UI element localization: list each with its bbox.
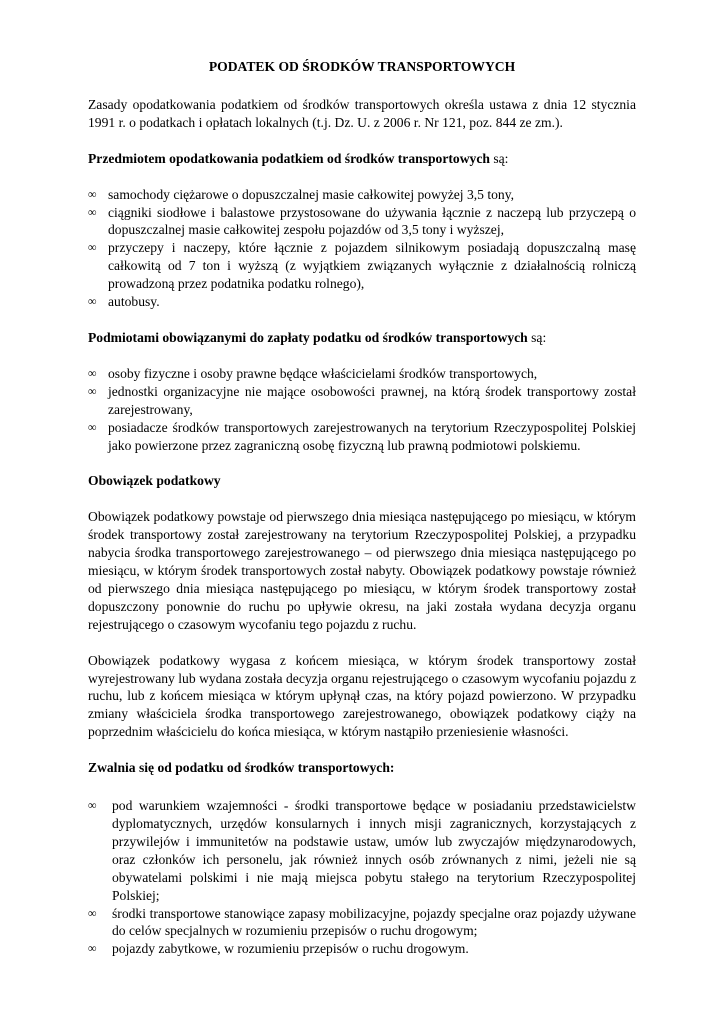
list-item	[88, 905, 636, 941]
obliged-heading-bold: Podmiotami obowiązanymi do zapłaty podatku od środków transportowych	[88, 329, 528, 345]
obliged-heading	[88, 329, 636, 347]
subject-heading-bold: Przedmiotem opodatkowania podatkiem od środków transportowych	[88, 150, 490, 166]
exempt-heading-text: Zwalnia się od podatku od środków transportowych:	[88, 760, 395, 776]
obligation-heading-text: Obowiązek podatkowy	[88, 473, 221, 489]
bullet-infinity-icon: ∞	[88, 204, 97, 219]
bullet-infinity-icon: ∞	[88, 365, 97, 380]
list-item-text: środki transportowe stanowiące zapasy mobilizacyjne, pojazdy specjalne oraz pojazdy używane do celów specjalnych w rozumieniu przepisów o ruchu drogowym;	[112, 905, 636, 939]
obliged-heading-rest: są:	[527, 329, 547, 345]
list-item-text: pod warunkiem wzajemności - środki transportowe będące w posiadaniu przedstawicielstw dyplomatycznych, urzędów konsularnych i innych misji zagranicznych, korzystających z przywilejów i immunitetów na podstawie ustaw, umów lub zwyczajów międzynarodowych, oraz członków ich personelu, jak również innych osób zrównanych z nimi, jeżeli nie są obywatelami polskimi i nie mają miejsca pobytu stałego na terytorium Rzeczypospolitej Polskiej;	[112, 798, 636, 903]
list-item-text: samochody ciężarowe o dopuszczalnej masie całkowitej powyżej 3,5 tony,	[108, 186, 515, 202]
list-item	[88, 186, 636, 204]
bullet-infinity-icon: ∞	[88, 240, 97, 255]
subject-list	[88, 186, 636, 311]
exempt-heading	[88, 759, 636, 777]
list-item	[88, 293, 636, 311]
bullet-infinity-icon: ∞	[88, 186, 97, 201]
list-item	[88, 383, 636, 419]
list-item-text: posiadacze środków transportowych zarejestrowanych na terytorium Rzeczypospolitej Polskiej jako powierzone przez zagraniczną osobę fizyczną lub prawną podmiotowi polskiemu.	[108, 419, 636, 453]
bullet-infinity-icon: ∞	[88, 798, 97, 813]
obligation-paragraph-2: Obowiązek podatkowy wygasa z końcem miesiąca, w którym środek transportowy został wyrejestrowany lub wydana została decyzja organu rejestrującego o czasowym wycofaniu pojazdu z ruchu, lub z końcem miesiąca w którym upłynął czas, na który pojazd powierzono. W przypadku zmiany właściciela środka transportowego zarejestrowanego, obowiązek podatkowy ciąży na poprzednim właścicielu do końca miesiąca, w którym nastąpiło przeniesienie własności.	[88, 652, 636, 740]
list-item-text: pojazdy zabytkowe, w rozumieniu przepisów o ruchu drogowym.	[112, 941, 469, 957]
list-item	[88, 940, 636, 958]
list-item	[88, 797, 636, 904]
list-item-text: ciągniki siodłowe i balastowe przystosowane do używania łącznie z naczepą lub przyczepą o dopuszczalnej masie całkowitej zespołu pojazdów od 3,5 tony i wyższej,	[108, 204, 636, 238]
list-item-text: jednostki organizacyjne nie mające osobowości prawnej, na którą środek transportowy został zarejestrowany,	[108, 383, 636, 417]
list-item-text: autobusy.	[108, 294, 160, 310]
list-item-text: osoby fizyczne i osoby prawne będące właścicielami środków transportowych,	[108, 365, 538, 381]
obliged-list	[88, 365, 636, 455]
intro-paragraph: Zasady opodatkowania podatkiem od środków transportowych określa ustawa z dnia 12 stycznia 1991 r. o podatkach i opłatach lokalnych (t.j. Dz. U. z 2006 r. Nr 121, poz. 844 ze zm.).	[88, 96, 636, 130]
bullet-infinity-icon: ∞	[88, 941, 97, 956]
subject-heading	[88, 150, 636, 168]
subject-heading-rest: są:	[489, 150, 509, 166]
bullet-infinity-icon: ∞	[88, 383, 97, 398]
list-item	[88, 419, 636, 455]
list-item	[88, 204, 636, 240]
obligation-paragraph-1: Obowiązek podatkowy powstaje od pierwszego dnia miesiąca następującego po miesiącu, w którym środek transportowy został zarejestrowany na terytorium Rzeczypospolitej Polskiej, a przypadku nabycia środka transportowego zarejestrowanego – od pierwszego dnia miesiąca następującego po miesiącu, w którym środek transportowych został nabyty. Obowiązek podatkowy powstaje również od pierwszego dnia miesiąca następującego po miesiącu, w którym środek transportowy został dopuszczony ponownie do ruchu po upływie okresu, na jaki została wydana decyzja organu rejestrującego o czasowym wycofaniu tego pojazdu z ruchu.	[88, 509, 636, 632]
bullet-infinity-icon: ∞	[88, 419, 97, 434]
list-item-text: przyczepy i naczepy, które łącznie z pojazdem silnikowym posiadają dopuszczalną masę całkowitą od 7 ton i wyższą (z wyjątkiem związanych wyłącznie z działalnością rolniczą prowadzoną przez podatnika podatku rolnego),	[108, 240, 636, 292]
exempt-list	[88, 797, 636, 958]
bullet-infinity-icon: ∞	[88, 905, 97, 920]
list-item	[88, 365, 636, 383]
obligation-heading	[88, 472, 636, 490]
list-item	[88, 239, 636, 293]
document-title: PODATEK OD ŚRODKÓW TRANSPORTOWYCH	[208, 59, 516, 74]
bullet-infinity-icon: ∞	[88, 294, 97, 309]
